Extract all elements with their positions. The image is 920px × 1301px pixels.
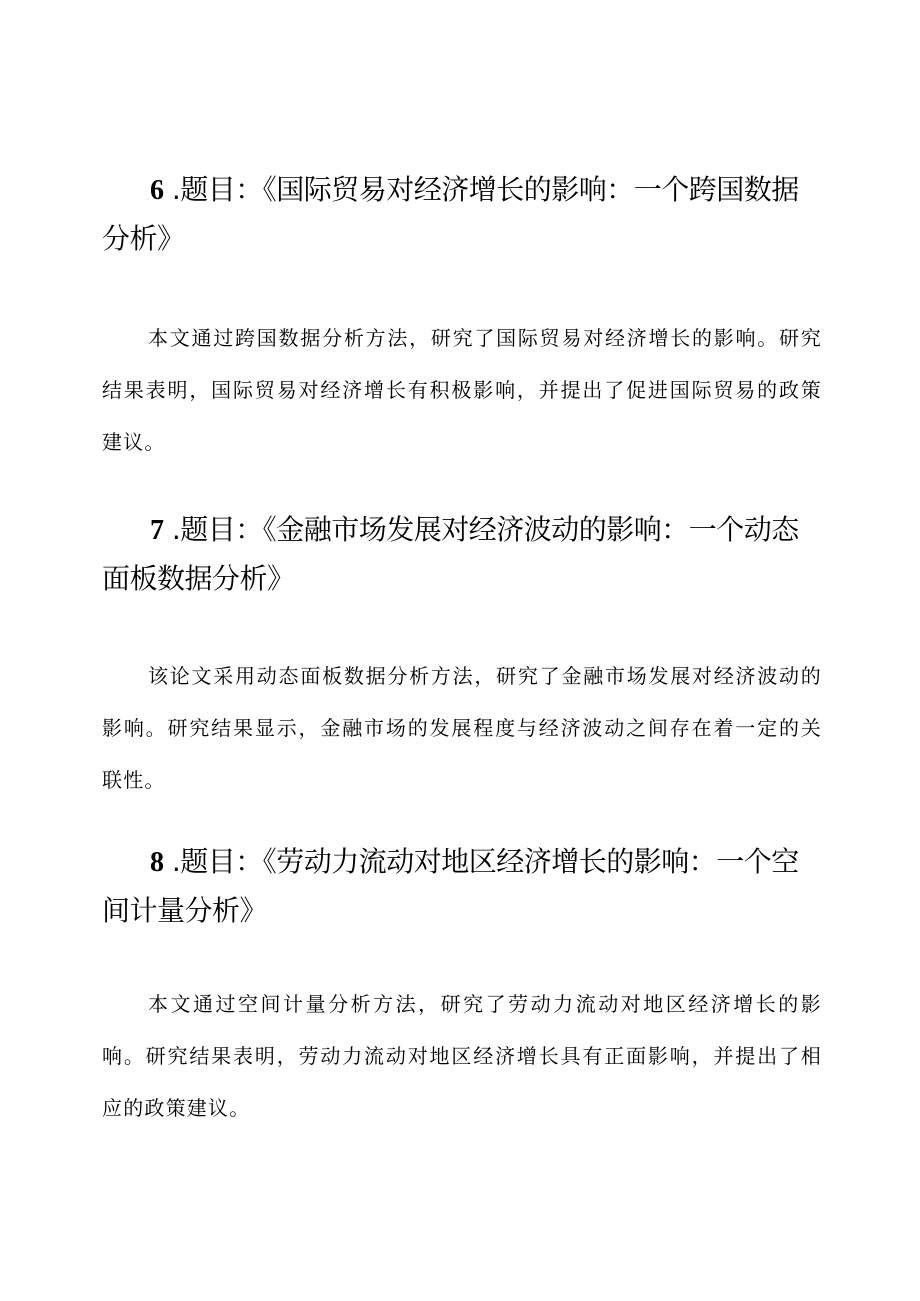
section-8 xyxy=(102,838,822,1120)
section-body: 本文通过空间计量分析方法，研究了劳动力流动对地区经济增长的影响。研究结果表明，劳动力流动对地区经济增长具有正面影响，并提出了相应的政策建议。 xyxy=(102,992,822,1120)
section-title: .题目：《国际贸易对经济增长的影响：一个跨国数据分析》 xyxy=(102,173,799,255)
section-body: 该论文采用动态面板数据分析方法，研究了金融市场发展对经济波动的影响。研究结果显示，金融市场的发展程度与经济波动之间存在着一定的关联性。 xyxy=(102,664,822,792)
section-title: .题目：《劳动力流动对地区经济增长的影响：一个空间计量分析》 xyxy=(102,845,799,927)
section-7 xyxy=(102,506,822,792)
section-heading xyxy=(102,166,822,263)
section-number: 6 xyxy=(150,175,164,206)
section-number: 8 xyxy=(150,847,164,878)
section-heading xyxy=(102,838,822,935)
section-body: 本文通过跨国数据分析方法，研究了国际贸易对经济增长的影响。研究结果表明，国际贸易对经济增长有积极影响，并提出了促进国际贸易的政策建议。 xyxy=(102,326,822,454)
section-number: 7 xyxy=(150,515,164,546)
section-heading xyxy=(102,506,822,603)
section-6 xyxy=(102,166,822,454)
section-title: .题目：《金融市场发展对经济波动的影响：一个动态面板数据分析》 xyxy=(102,513,799,595)
